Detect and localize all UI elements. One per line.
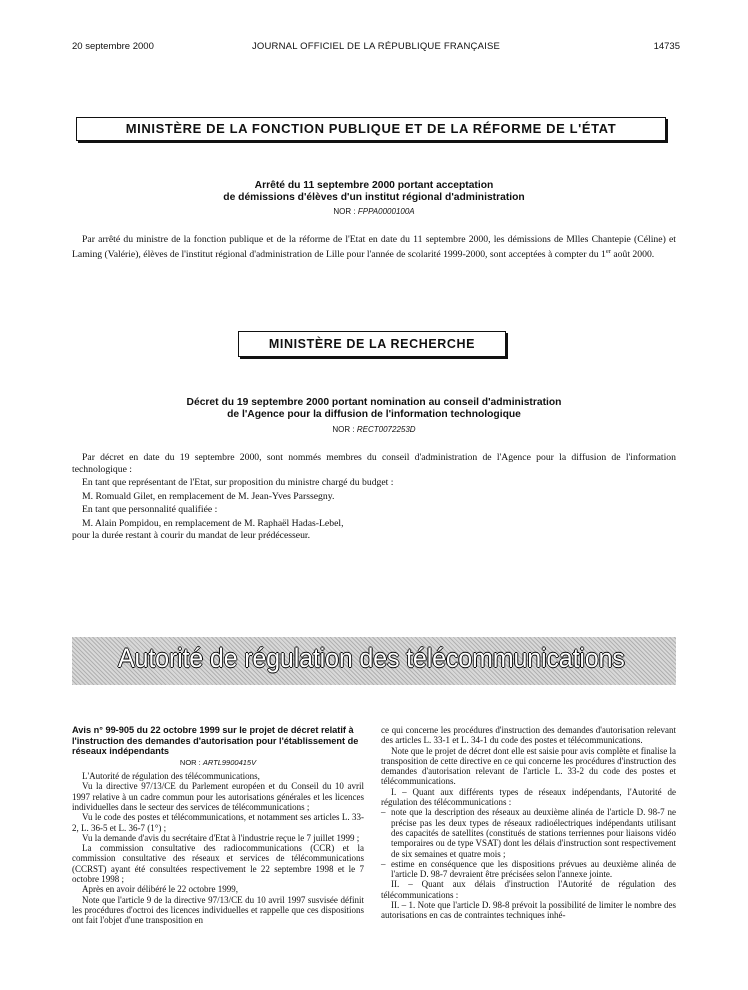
arrete-title-line2: de démissions d'élèves d'un institut régional d'administration	[223, 192, 525, 203]
arrete-title	[72, 180, 676, 204]
arrete-title-line1: Arrêté du 11 septembre 2000 portant acceptation	[254, 180, 494, 191]
header-journal-title: JOURNAL OFFICIEL DE LA RÉPUBLIQUE FRANÇAISE	[251, 41, 501, 52]
avis-left-column	[72, 725, 364, 926]
avis-paragraph: La commission consultative des radiocommunications (CCR) et la commission consultative des réseaux et services de télécommunications (CCRST) ayant été consultées respectivement le 22 septembre 1998 et le 7 octobre 1998 ;	[72, 843, 364, 885]
header-page-number: 14735	[653, 41, 680, 52]
decret-paragraph: En tant que personnalité qualifiée :	[82, 504, 218, 516]
decret-paragraph: Par décret en date du 19 septembre 2000, sont nommés membres du conseil d'administration de l'Agence pour la diffusion de l'information technologique :	[72, 452, 676, 475]
nor-code: RECT0072253D	[356, 425, 416, 434]
avis-paragraph: L'Autorité de régulation des télécommunications,	[82, 771, 260, 782]
nor-code: FPPA0000100A	[357, 207, 415, 216]
header-date: 20 septembre 2000	[72, 41, 154, 52]
decret-nor	[72, 425, 676, 434]
ministry-heading-recherche: MINISTÈRE DE LA RECHERCHE	[238, 331, 506, 357]
avis-section-heading: II. – Quant aux délais d'instruction l'Autorité de régulation des télécommunications :	[381, 879, 676, 900]
avis-list-item: – note que la description des réseaux au deuxième alinéa de l'article D. 98-7 ne précise pas les deux types de réseaux radioélectriques indépendants utilisant des capacités de satellites (constitués de stations terriennes pour liaisons vidéo temporaires ou de type VSAT) dont les délais d'instruction sont respectivement de six semaines et quatre mois ;	[381, 807, 676, 858]
avis-list-item: – estime en conséquence que les dispositions prévues au deuxième alinéa de l'article D. 98-7 devraient être précisées selon l'annexe jointe.	[381, 859, 676, 880]
avis-right-column	[381, 725, 676, 921]
ministry-heading-fonction-publique: MINISTÈRE DE LA FONCTION PUBLIQUE ET DE LA RÉFORME DE L'ÉTAT	[76, 117, 666, 141]
avis-paragraph: Vu le code des postes et télécommunications, et notamment ses articles L. 33-2, L. 36-5 et L. 36-7 (1°) ;	[72, 812, 364, 833]
decret-body	[72, 452, 676, 541]
avis-paragraph: Après en avoir délibéré le 22 octobre 1999,	[82, 884, 238, 895]
decret-paragraph: En tant que représentant de l'Etat, sur proposition du ministre chargé du budget :	[82, 477, 394, 489]
arrete-nor	[72, 207, 676, 216]
avis-paragraph: Note que l'article 9 de la directive 97/13/CE du 10 avril 1997 susvisée définit les procédures d'octroi des licences individuelles et rappelle que ces dispositions ont fait l'objet d'une transposition en	[72, 894, 364, 926]
avis-paragraph: II. – 1. Note que l'article D. 98-8 prévoit la possibilité de limiter le nombre des autorisations en cas de contraintes techniques inhé-	[381, 900, 676, 921]
nor-code: ARTL9900415V	[202, 757, 257, 767]
arrete-text-sup: er	[605, 247, 611, 255]
decret-paragraph: M. Alain Pompidou, en remplacement de M. Raphaël Hadas-Lebel,	[82, 517, 344, 529]
avis-title: Avis n° 99-905 du 22 octobre 1999 sur le projet de décret relatif à l'instruction des demandes d'autorisation pour l'établissement de réseaux indépendants	[72, 725, 359, 757]
nor-label: NOR :	[332, 425, 355, 434]
decret-paragraph: M. Romuald Gilet, en remplacement de M. Jean-Yves Parssegny.	[82, 490, 335, 502]
avis-paragraph: Note que le projet de décret dont elle est saisie pour avis complète et finalise la transposition de cette directive en ce qui concerne les procédures d'instruction des demandes d'autorisation relevant de l'article L. 33-2 du code des postes et télécommunications.	[381, 745, 676, 787]
avis-nor	[72, 758, 364, 768]
arrete-body	[72, 234, 676, 260]
arrete-text: Par arrêté du ministre de la fonction publique et de la réforme de l'Etat en date du 11 septembre 2000, les démissions de Mlles Chantepie (Céline) et Laming (Valérie), élèves de l'institut régional d'administration de Lille pour l'année de scolarité 1999-2000, sont acceptées à compter du 1	[72, 234, 676, 260]
avis-paragraph: ce qui concerne les procédures d'instruction des demandes d'autorisation relevant des articles L. 33-1 et L. 34-1 du code des postes et télécommunications.	[381, 725, 676, 746]
decret-title	[72, 397, 676, 421]
nor-label: NOR :	[179, 757, 201, 767]
avis-paragraph: Vu la directive 97/13/CE du Parlement européen et du Conseil du 10 avril 1997 relative à un cadre commun pour les autorisations générales et les licences individuelles dans le secteur des services de télécommunications ;	[72, 781, 364, 812]
decret-closing: pour la durée restant à courir du mandat de leur prédécesseur.	[72, 529, 311, 541]
arrete-text-end: août 2000.	[610, 248, 655, 260]
running-header	[72, 41, 680, 55]
avis-paragraph: Vu la demande d'avis du secrétaire d'Etat à l'industrie reçue le 7 juillet 1999 ;	[82, 832, 360, 843]
nor-label: NOR :	[333, 207, 356, 216]
decret-title-line2: de l'Agence pour la diffusion de l'information technologique	[227, 409, 521, 420]
avis-section-heading: I. – Quant aux différents types de réseaux indépendants, l'Autorité de régulation des télécommunications :	[381, 786, 676, 808]
authority-banner	[72, 637, 676, 685]
decret-title-line1: Décret du 19 septembre 2000 portant nomination au conseil d'administration	[186, 397, 562, 408]
authority-banner-title: Autorité de régulation des télécommunications	[118, 643, 625, 673]
